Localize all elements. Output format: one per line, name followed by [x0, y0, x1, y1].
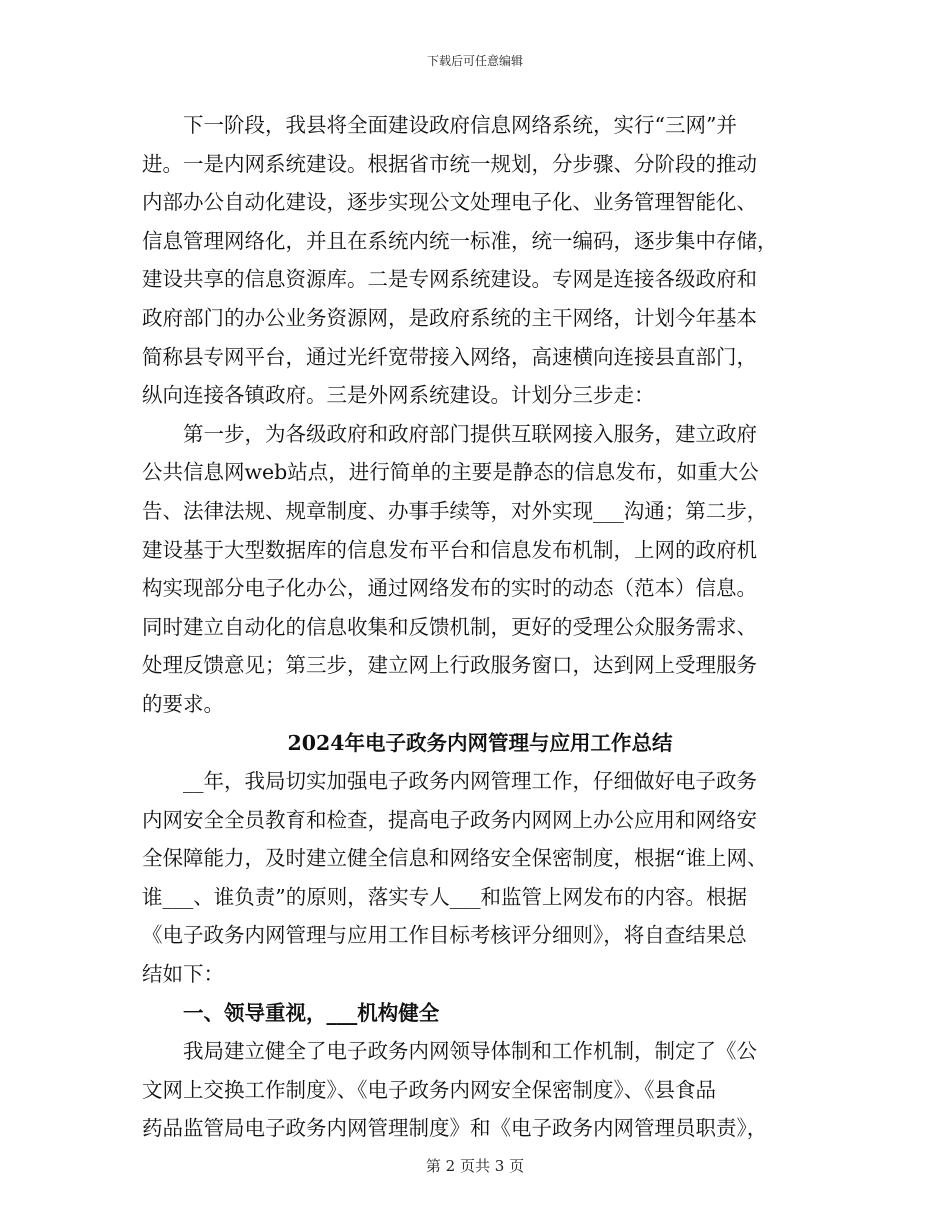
body-line: 内网安全全员教育和检查，提高电子政务内网网上办公应用和网络安 [142, 807, 757, 832]
page-footer: 第 2 页共 3 页 [425, 1157, 525, 1175]
page-header: 下载后可任意编辑 [426, 54, 523, 68]
body-line: 第一步，为各级政府和政府部门提供互联网接入服务，建立政府 [142, 421, 757, 446]
body-line: 简称县专网平台，通过光纤宽带接入网络，高速横向连接县直部门， [142, 344, 757, 369]
body-line: 进。一是内网系统建设。根据省市统一规划，分步骤、分阶段的推动 [142, 151, 757, 176]
document-title: 2024年电子政务内网管理与应用工作总结 [287, 730, 673, 755]
body-line: 的要求。 [142, 691, 224, 716]
body-line: 政府部门的办公业务资源网，是政府系统的主干网络，计划今年基本 [142, 305, 757, 330]
body-line: 下一阶段，我县将全面建设政府信息网络系统，实行“三网”并 [142, 113, 737, 137]
body-line: 《电子政务内网管理与应用工作目标考核评分细则》，将自查结果总 [142, 923, 747, 948]
body-line: 药品监管局电子政务内网管理制度》和《电子政务内网管理员职责》， [142, 1116, 768, 1141]
body-line: 建设基于大型数据库的信息发布平台和信息发布机制，上网的政府机 [142, 537, 757, 562]
body-line: 信息管理网络化，并且在系统内统一标准，统一编码，逐步集中存储， [142, 228, 778, 253]
body-line: 纵向连接各镇政府。三是外网系统建设。计划分三步走： [142, 383, 655, 408]
body-line: 同时建立自动化的信息收集和反馈机制，更好的受理公众服务需求、 [142, 614, 757, 639]
body-line: 文网上交换工作制度》、《电子政务内网安全保密制度》、《县食品 [142, 1077, 716, 1102]
body-line: 建设共享的信息资源库。二是专网系统建设。专网是连接各级政府和 [142, 267, 757, 292]
body-line: 构实现部分电子化办公，通过网络发布的实时的动态（范本）信息。 [142, 576, 757, 601]
section-heading: 一、领导重视，___机构健全 [142, 1000, 440, 1025]
body-line: 公共信息网web站点，进行简单的主要是静态的信息发布，如重大公 [142, 460, 759, 485]
document-body [142, 106, 802, 1148]
body-line: 内部办公自动化建设，逐步实现公文处理电子化、业务管理智能化、 [142, 190, 757, 215]
body-line: 结如下： [142, 962, 224, 987]
body-line: 谁___、谁负责”的原则，落实专人___和监管上网发布的内容。根据 [142, 884, 747, 909]
body-line: 告、法律法规、规章制度、办事手续等，对外实现___沟通；第二步， [142, 498, 768, 523]
body-line: 我局建立健全了电子政务内网领导体制和工作机制，制定了《公 [142, 1039, 757, 1064]
body-line: 全保障能力，及时建立健全信息和网络安全保密制度，根据“谁上网、 [142, 846, 768, 871]
body-line: __年，我局切实加强电子政务内网管理工作，仔细做好电子政务 [142, 769, 757, 794]
body-line: 处理反馈意见；第三步，建立网上行政服务窗口，达到网上受理服务 [142, 653, 757, 678]
